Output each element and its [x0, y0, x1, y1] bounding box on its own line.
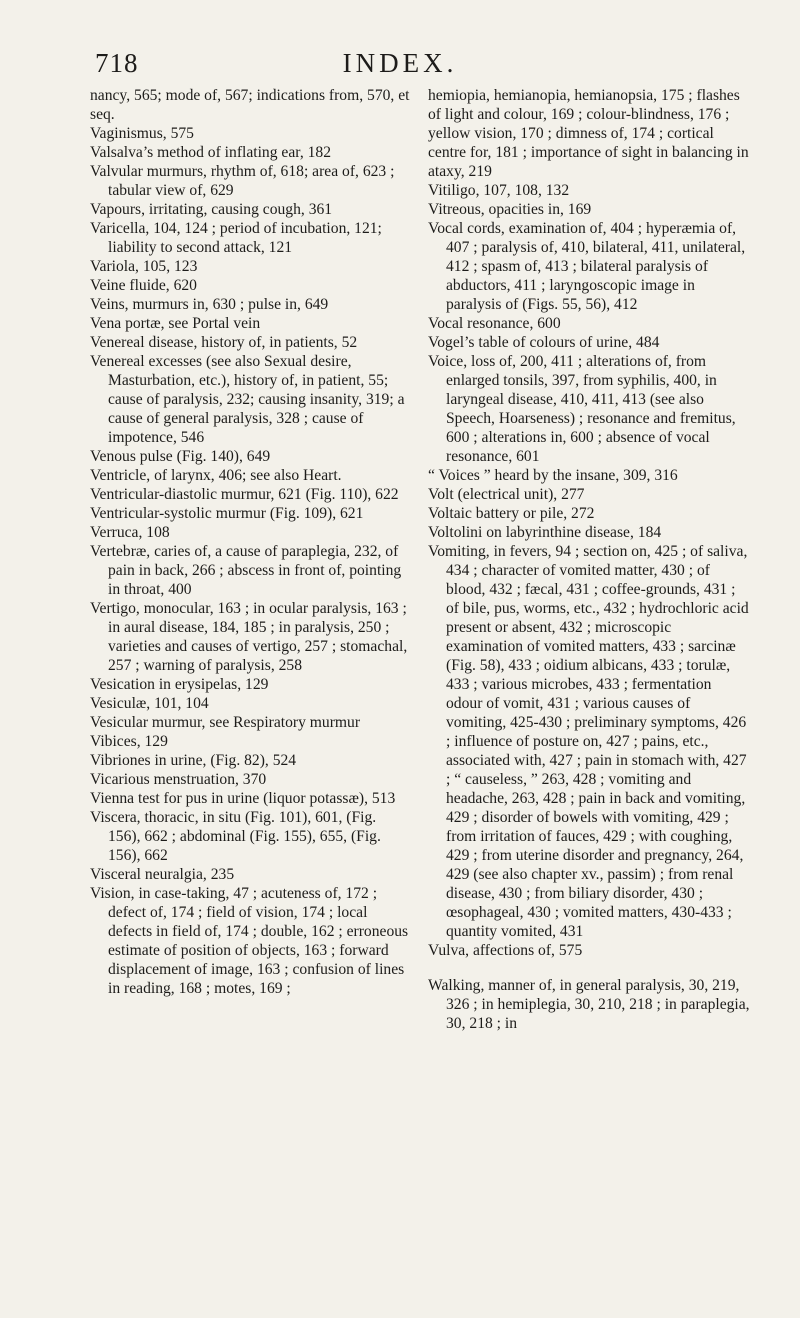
index-entry: Vibriones in urine, (Fig. 82), 524	[90, 752, 297, 769]
index-entry: Walking, manner of, in general paralysis, 30, 219, 326 ; in hemiplegia, 30, 210, 218 ; in paraplegia, 30, 218 ; in	[428, 977, 750, 1032]
index-entry: Ventricular-systolic murmur (Fig. 109), 621	[90, 505, 364, 522]
index-entry: Vulva, affections of, 575	[428, 942, 583, 959]
index-entry: Vicarious menstruation, 370	[90, 771, 267, 788]
index-entry: Variola, 105, 123	[90, 258, 198, 275]
index-entry: Ventricular-diastolic murmur, 621 (Fig. 110), 622	[90, 486, 399, 503]
index-entry: “ Voices ” heard by the insane, 309, 316	[428, 467, 678, 484]
index-entry: Vocal resonance, 600	[428, 315, 561, 332]
index-entry: Volt (electrical unit), 277	[428, 486, 585, 503]
index-entry: Vision, in case-taking, 47 ; acuteness of, 172 ; defect of, 174 ; field of vision, 174 ; local defects in field of, 174 ; double, 162 ; erroneous estimate of position of objects, 163 ; forward displacement of image, 163 ; confusion of lines in reading, 168 ; motes, 169 ;	[90, 885, 409, 997]
index-column-left	[90, 86, 412, 998]
index-entry: Vesicular murmur, see Respiratory murmur	[90, 714, 361, 731]
index-entry: Voice, loss of, 200, 411 ; alterations of, from enlarged tonsils, 397, from syphilis, 400, in laryngeal disease, 410, 411, 413 (see also Speech, Hoarseness) ; resonance and fremitus, 600 ; alterations in, 600 ; absence of vocal resonance, 601	[428, 353, 736, 465]
index-entry: Varicella, 104, 124 ; period of incubation, 121; liability to second attack, 121	[90, 220, 382, 256]
page-header	[0, 40, 800, 80]
index-entry: Vomiting, in fevers, 94 ; section on, 425 ; of saliva, 434 ; character of vomited matter, 430 ; of blood, 432 ; fæcal, 431 ; coffee-grounds, 431 ; of bile, pus, worms, etc., 432 ; hydrochloric acid present or absent, 432 ; microscopic examination of vomited matters, 433 ; sarcinæ (Fig. 58), 433 ; oidium albicans, 433 ; torulæ, 433 ; various microbes, 433 ; fermentation odour of vomit, 431 ; various causes of vomiting, 425-430 ; preliminary symptoms, 426 ; influence of posture on, 427 ; pains, etc., associated with, 427 ; pain in stomach with, 427 ; “ causeless, ” 263, 428 ; vomiting and headache, 263, 428 ; pain in back and vomiting, 429 ; disorder of bowels with vomiting, 429 ; from irritation of fauces, 429 ; with coughing, 429 ; from uterine disorder and pregnancy, 264, 429 (see also chapter xv., passim) ; from renal disease, 430 ; from biliary disorder, 430 ; œsophageal, 430 ; vomited matters, 430-433 ; quantity vomited, 431	[428, 543, 749, 940]
index-entry: Voltaic battery or pile, 272	[428, 505, 595, 522]
index-entry: Vibices, 129	[90, 733, 168, 750]
index-entry: Vapours, irritating, causing cough, 361	[90, 201, 333, 218]
index-entry: Vena portæ, see Portal vein	[90, 315, 261, 332]
index-entry: Vocal cords, examination of, 404 ; hyperæmia of, 407 ; paralysis of, 410, bilateral, 411, unilateral, 412 ; spasm of, 413 ; bilateral paralysis of abductors, 411 ; laryngoscopic image in paralysis of (Figs. 55, 56), 412	[428, 220, 746, 313]
index-entry: Vertigo, monocular, 163 ; in ocular paralysis, 163 ; in aural disease, 184, 185 ; in paralysis, 250 ; varieties and causes of vertigo, 257 ; stomachal, 257 ; warning of paralysis, 258	[90, 600, 408, 674]
index-entry: nancy, 565; mode of, 567; indications from, 570, et seq.	[90, 87, 410, 123]
index-entry: Venereal disease, history of, in patients, 52	[90, 334, 358, 351]
index-entry: Vertebræ, caries of, a cause of paraplegia, 232, of pain in back, 266 ; abscess in front of, pointing in throat, 400	[90, 543, 402, 598]
index-entry: Ventricle, of larynx, 406; see also Heart.	[90, 467, 342, 484]
index-entry: Vogel’s table of colours of urine, 484	[428, 334, 660, 351]
page-title: INDEX.	[342, 48, 458, 78]
index-entry: Venous pulse (Fig. 140), 649	[90, 448, 271, 465]
index-entry: Vesication in erysipelas, 129	[90, 676, 269, 693]
index-entry: Veins, murmurs in, 630 ; pulse in, 649	[90, 296, 329, 313]
section-gap	[428, 960, 750, 976]
index-entry: Verruca, 108	[90, 524, 170, 541]
index-entry: Venereal excesses (see also Sexual desire, Masturbation, etc.), history of, in patient, 55; cause of paralysis, 232; causing insanity, 319; a cause of general paralysis, 328 ; cause of impotence, 546	[90, 353, 405, 446]
index-entry: Vitreous, opacities in, 169	[428, 201, 592, 218]
index-entry: Valsalva’s method of inflating ear, 182	[90, 144, 332, 161]
index-entry: Veine fluide, 620	[90, 277, 197, 294]
index-entry: Valvular murmurs, rhythm of, 618; area of, 623 ; tabular view of, 629	[90, 163, 395, 199]
index-entry: Vitiligo, 107, 108, 132	[428, 182, 570, 199]
index-entry: Vesiculæ, 101, 104	[90, 695, 209, 712]
index-column-right	[428, 86, 750, 1033]
index-entry: Voltolini on labyrinthine disease, 184	[428, 524, 662, 541]
index-entry: hemiopia, hemianopia, hemianopsia, 175 ; flashes of light and colour, 169 ; colour-blindness, 176 ; yellow vision, 170 ; dimness of, 174 ; cortical centre for, 181 ; importance of sight in balancing in ataxy, 219	[428, 87, 749, 180]
index-entry: Vienna test for pus in urine (liquor potassæ), 513	[90, 790, 396, 807]
index-entry: Visceral neuralgia, 235	[90, 866, 235, 883]
index-entry: Viscera, thoracic, in situ (Fig. 101), 601, (Fig. 156), 662 ; abdominal (Fig. 155), 655, (Fig. 156), 662	[90, 809, 381, 864]
index-entry: Vaginismus, 575	[90, 125, 194, 142]
page-number: 718	[95, 48, 139, 78]
